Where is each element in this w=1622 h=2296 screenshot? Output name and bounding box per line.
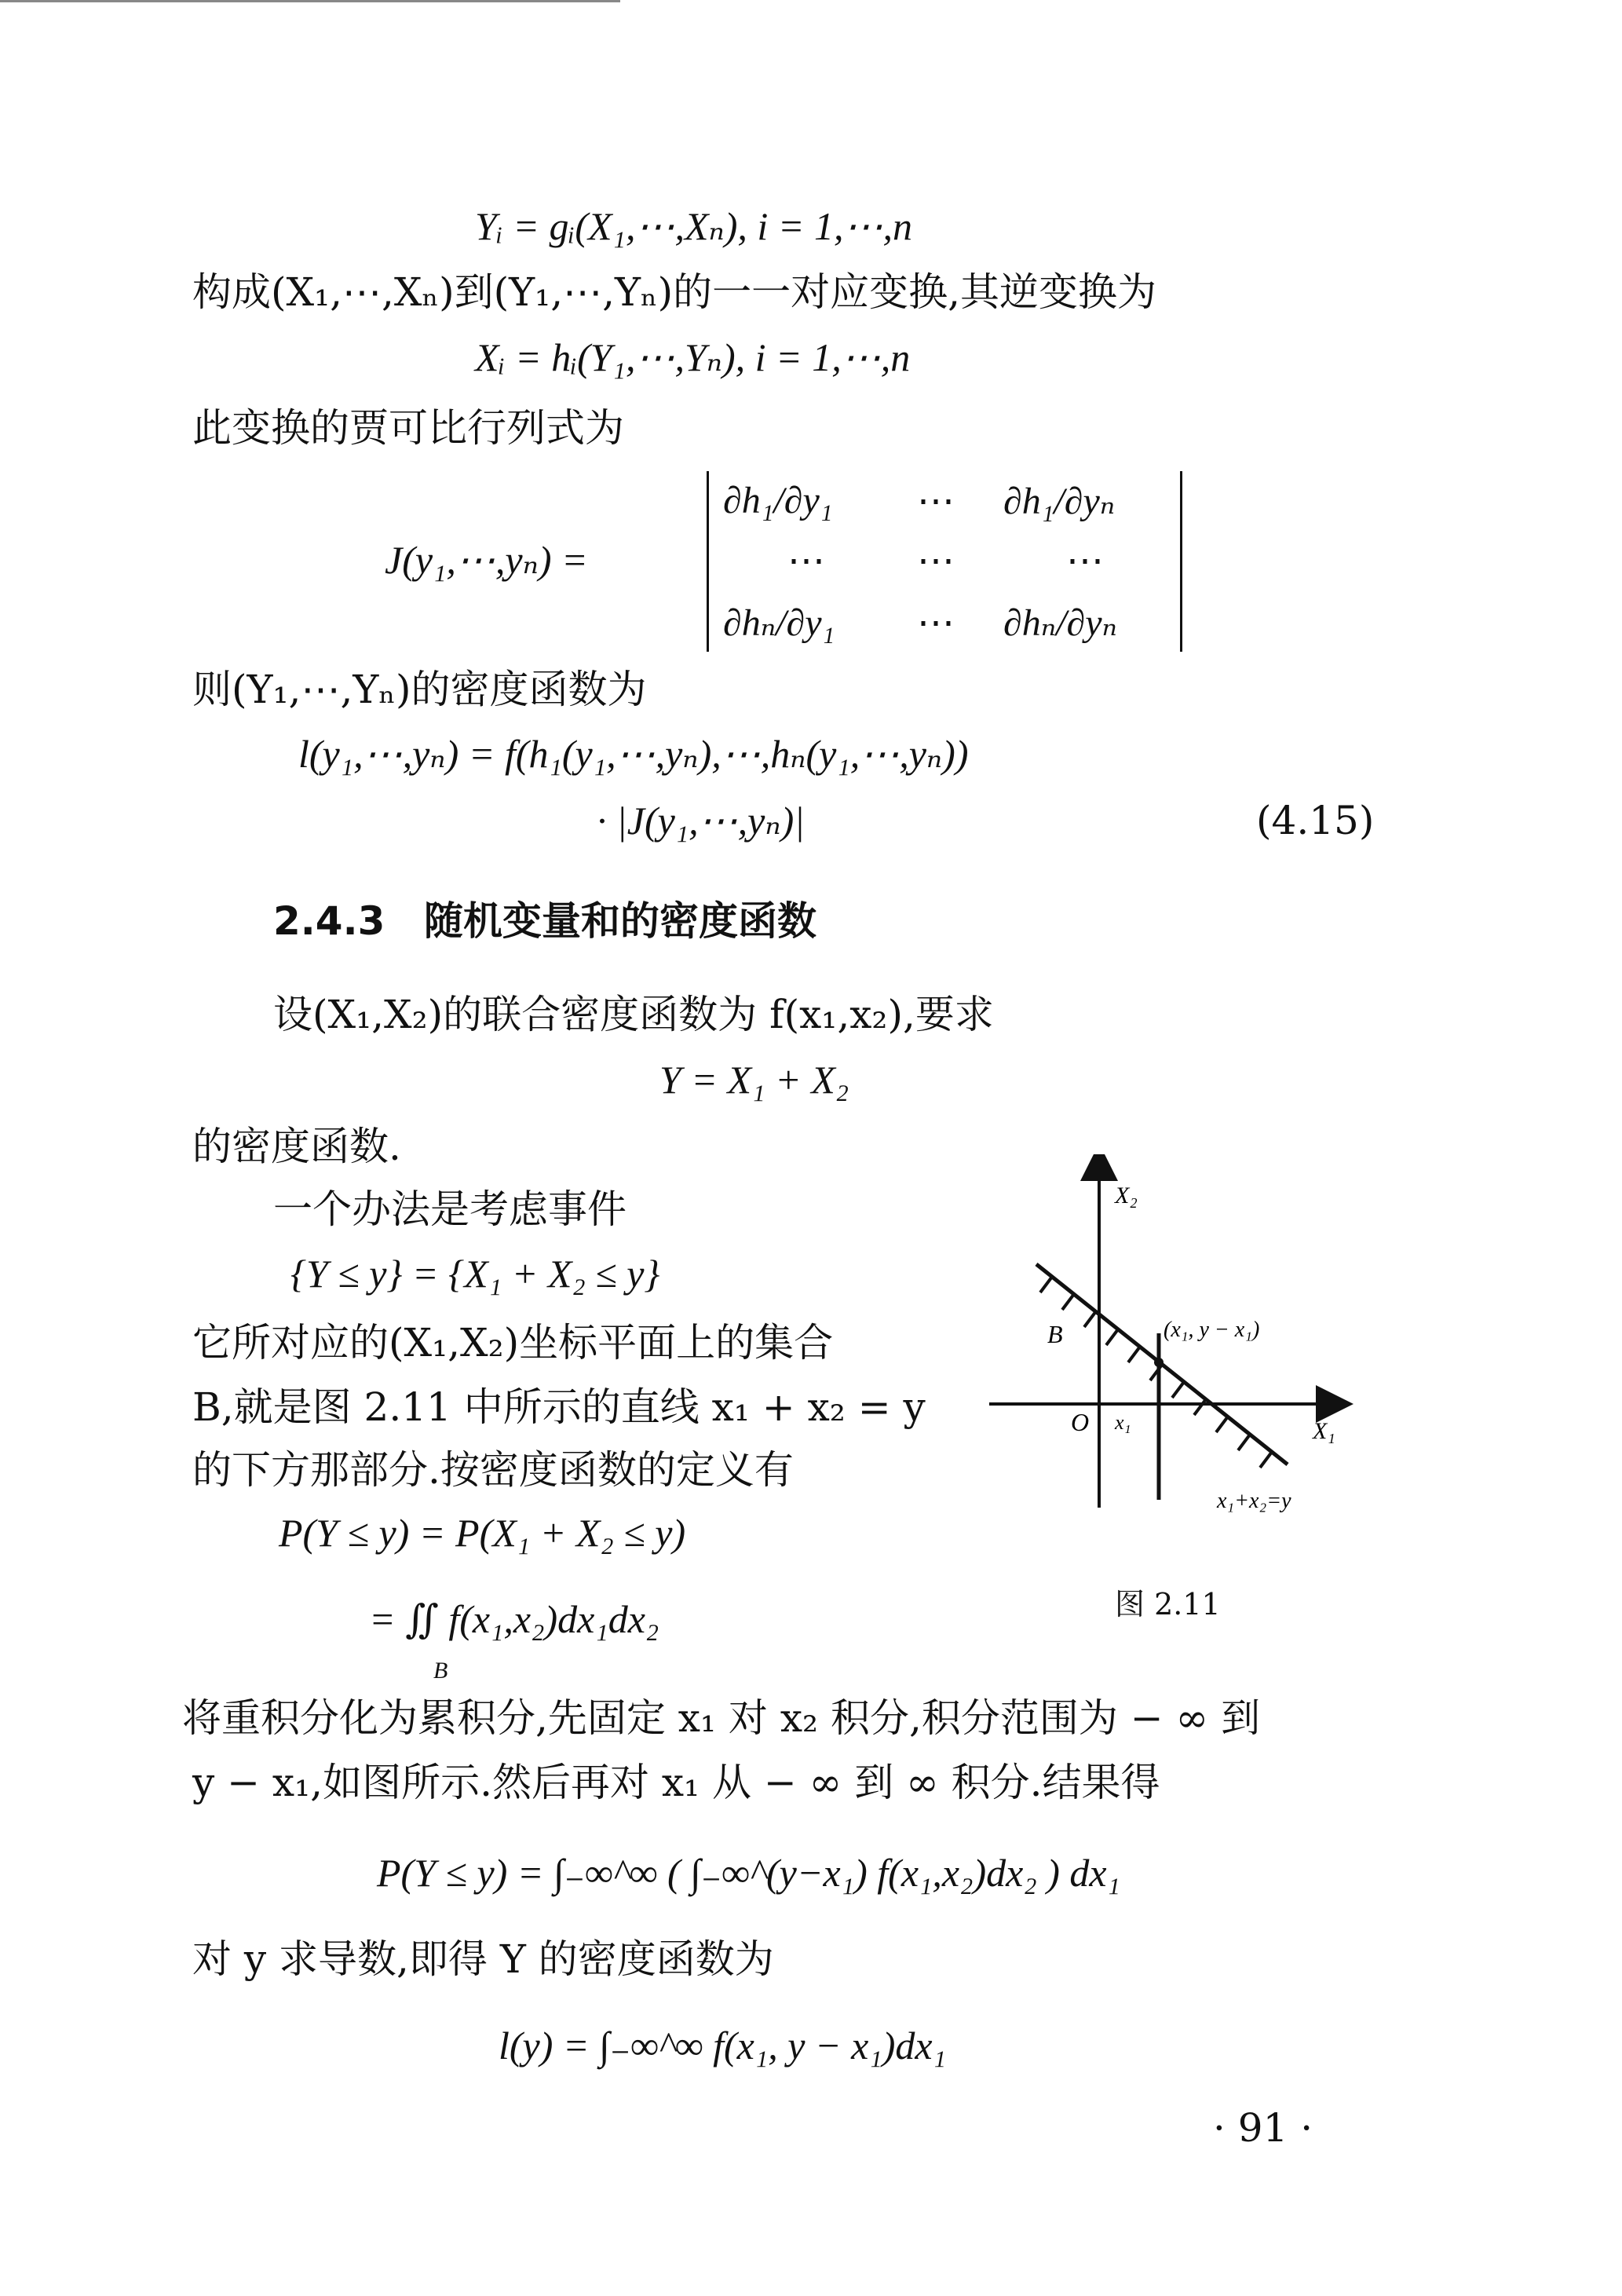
eq-transform: Yᵢ = gᵢ(X₁,⋯,Xₙ), i = 1,⋯,n — [475, 204, 913, 248]
scan-top-rule — [0, 0, 620, 2]
text-method: 一个办法是考虑事件 — [273, 1186, 627, 1232]
text-derivative: 对 y 求导数,即得 Y 的密度函数为 — [192, 1936, 774, 1982]
text-inverse-transform: 构成(X₁,⋯,Xₙ)到(Y₁,⋯,Yₙ)的一一对应变换,其逆变换为 — [192, 269, 1157, 315]
figure-caption: 图 2.11 — [1115, 1587, 1221, 1621]
eq-sum: Y = X₁ + X₂ — [659, 1058, 849, 1102]
point-label: (x₁, y − x₁) — [1164, 1318, 1260, 1342]
line-label: x₁+x₂=y — [1217, 1489, 1291, 1513]
eq-iterated-integral: P(Y ≤ y) = ∫₋∞^∞ ( ∫₋∞^(y−x₁) f(x₁,x₂)dx₂ ) dx₁ — [377, 1851, 1120, 1895]
origin-label: O — [1071, 1408, 1090, 1436]
text-iterated: 将重积分化为累积分,先固定 x₁ 对 x₂ 积分,积分范围为 − ∞ 到 — [182, 1695, 1261, 1741]
text-density-of: 的密度函数. — [192, 1124, 401, 1169]
eq-density-jacobian: · |J(y₁,⋯,yₙ)| — [597, 799, 806, 843]
text-definition: 的下方那部分.按密度函数的定义有 — [192, 1447, 794, 1493]
hatching — [1040, 1277, 1272, 1468]
eq-sum-density: l(y) = ∫₋∞^∞ f(x₁, y − x₁)dx₁ — [499, 2024, 946, 2067]
text-density-intro: 则(Y₁,⋯,Yₙ)的密度函数为 — [192, 667, 647, 712]
jacobian-lhs: J(y₁,⋯,yₙ) = — [385, 538, 588, 582]
text-jacobian-intro: 此变换的贾可比行列式为 — [192, 405, 624, 451]
x2-axis-label: X₂ — [1115, 1183, 1138, 1208]
eq-inverse: Xᵢ = hᵢ(Y₁,⋯,Yₙ), i = 1,⋯,n — [475, 335, 911, 379]
eq-event: {Y ≤ y} = {X₁ + X₂ ≤ y} — [290, 1252, 660, 1296]
jacobian-cell: ⋯ — [917, 601, 955, 645]
eq-double-integral: = ∬ f(x₁,x₂)dx₁dx₂ — [369, 1597, 659, 1641]
figure-2-11 — [989, 1154, 1366, 1531]
text-integrate: y − x₁,如图所示.然后再对 x₁ 从 − ∞ 到 ∞ 积分.结果得 — [192, 1760, 1160, 1805]
equation-number: (4.15) — [1256, 798, 1375, 843]
page-number: · 91 · — [1213, 2105, 1313, 2151]
text-joint-density: 设(X₁,X₂)的联合密度函数为 f(x₁,x₂),要求 — [273, 992, 994, 1037]
section-number: 2.4.3 — [273, 898, 385, 944]
eq-probability: P(Y ≤ y) = P(X₁ + X₂ ≤ y) — [279, 1511, 686, 1555]
jacobian-cell: ∂hₙ/∂yₙ — [1003, 602, 1117, 644]
jacobian-cell: ∂h₁/∂yₙ — [1003, 481, 1116, 522]
jacobian-cell: ⋯ — [917, 539, 955, 583]
eq-density: l(y₁,⋯,yₙ) = f(h₁(y₁,⋯,yₙ),⋯,hₙ(y₁,⋯,yₙ)) — [298, 732, 969, 776]
text-region: B,就是图 2.11 中所示的直线 x₁ + x₂ = y — [192, 1384, 926, 1430]
jacobian-cell: ∂h₁/∂y₁ — [723, 480, 833, 521]
x1-axis-label: X₁ — [1313, 1418, 1335, 1444]
jacobian-cell: ∂hₙ/∂y₁ — [723, 602, 835, 644]
jacobian-cell: ⋯ — [1066, 539, 1104, 583]
section-title: 随机变量和的密度函数 — [424, 898, 816, 944]
region-label: B — [1047, 1320, 1063, 1348]
point-marker — [1154, 1358, 1164, 1367]
x1-tick-label: x₁ — [1115, 1411, 1131, 1434]
jacobian-cell: ⋯ — [787, 539, 825, 583]
jacobian-determinant — [707, 471, 1182, 652]
text-set: 它所对应的(X₁,X₂)坐标平面上的集合 — [192, 1320, 834, 1366]
integral-region-label: B — [433, 1658, 448, 1684]
jacobian-cell: ⋯ — [917, 479, 955, 523]
